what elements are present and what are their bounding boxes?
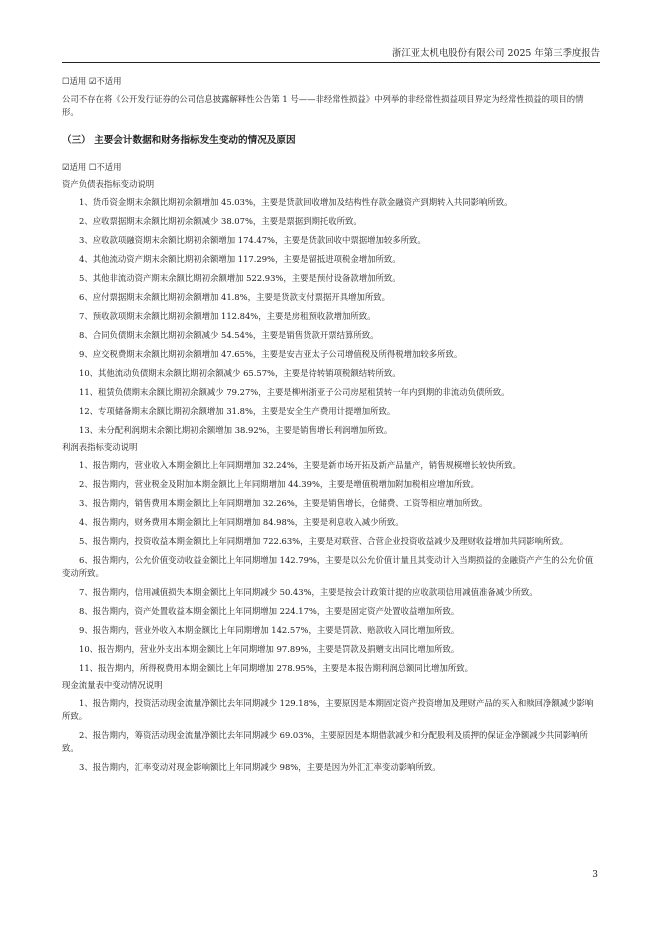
- balance-item: 3、应收款项融资期末余额比期初余额增加 174.47%，主要是货款回收中票据增加较多所致。: [79, 235, 426, 245]
- applicability-choice-2: ☑适用 ☐不适用: [62, 162, 122, 172]
- income-item: 8、报告期内，资产处置收益本期金额比上年同期增加 224.17%，主要是固定资产处置收益增加所致。: [79, 606, 460, 616]
- income-item: 3、报告期内，销售费用本期金额比上年同期增加 32.26%，主要是销售增长，仓储费、工资等相应增加所致。: [79, 498, 488, 508]
- page-content: [62, 75, 600, 774]
- balance-item: 1、货币资金期末余额比期初余额增加 45.03%，主要是货款回收增加及结构性存款金融资产到期转入共同影响所致。: [79, 197, 513, 207]
- page-header: 浙江亚太机电股份有限公司 2025 年第三季度报告: [62, 45, 600, 63]
- income-item: 2、报告期内，营业税金及附加本期金额比上年同期增加 44.39%，主要是增值税增加附加税相应增加所致。: [79, 479, 480, 489]
- nonrecurring-statement: 公司不存在将《公开发行证券的公司信息披露解释性公告第 1 号——非经常性损益》中列举的非经常性损益项目界定为经常性损益的项目的情形。: [62, 94, 584, 117]
- balance-item: 13、未分配利润期末余额比期初余额增加 38.92%，主要是销售增长利润增加所致。: [79, 425, 393, 435]
- balance-item: 8、合同负债期末余额比期初余额减少 54.54%，主要是销售货款开票结算所致。: [79, 330, 379, 340]
- income-item: 4、报告期内，财务费用本期金额比上年同期增加 84.98%，主要是利息收入减少所致。: [79, 517, 404, 527]
- income-item: 9、报告期内，营业外收入本期金额比上年同期增加 142.57%，主要是罚款、赔款收入同比增加所致。: [79, 625, 460, 635]
- balance-item: 7、预收款项期末余额比期初余额增加 112.84%，主要是房租预收款增加所致。: [79, 311, 376, 321]
- page-number: 3: [592, 870, 598, 880]
- cash-item: 3、报告期内，汇率变动对现金影响额比上年同期减少 98%，主要是因为外汇汇率变动影响所致。: [79, 762, 441, 772]
- balance-item: 5、其他非流动资产期末余额比期初余额增加 522.93%，主要是预付设备款增加所致。: [79, 273, 401, 283]
- balance-sheet-title: 资产负债表指标变动说明: [62, 179, 155, 189]
- income-item: 6、报告期内，公允价值变动收益金额比上年同期增加 142.79%，主要是以公允价值计量且其变动计入当期损益的金融资产产生的公允价值变动所致。: [62, 555, 594, 578]
- income-item: 10、报告期内，营业外支出本期金额比上年同期增加 97.89%，主要是罚款及捐赠支出同比增加所致。: [79, 644, 460, 654]
- section-heading-3: （三） 主要会计数据和财务指标发生变动的情况及原因: [62, 135, 296, 146]
- income-item: 1、报告期内，营业收入本期金额比上年同期增加 32.24%，主要是新市场开拓及新产品量产，销售规模增长较快所致。: [79, 460, 521, 470]
- balance-item: 12、专项储备期末余额比期初余额增加 31.8%，主要是安全生产费用计提增加所致。: [79, 406, 396, 416]
- cash-flow-title: 现金流量表中变动情况说明: [62, 680, 163, 690]
- applicability-choice-1: ☐适用 ☑不适用: [62, 76, 122, 86]
- balance-item: 6、应付票据期末余额比期初余额增加 41.8%，主要是货款支付票据开具增加所致。: [79, 292, 390, 302]
- income-item: 7、报告期内，信用减值损失本期金额比上年同期减少 50.43%，主要是按会计政策计提的应收款项信用减值准备减少所致。: [79, 587, 538, 597]
- balance-item: 2、应收票据期末余额比期初余额减少 38.07%，主要是票据到期托收所致。: [79, 216, 362, 226]
- balance-item: 9、应交税费期末余额比期初余额增加 47.65%，主要是安吉亚太子公司增值税及所得税增加较多所致。: [79, 349, 463, 359]
- balance-item: 4、其他流动资产期末余额比期初余额增加 117.29%，主要是留抵进项税金增加所致。: [79, 254, 401, 264]
- balance-item: 11、租赁负债期末余额比期初余额减少 79.27%，主要是柳州浙亚子公司房屋租赁转一年内到期的非流动负债所致。: [79, 387, 510, 397]
- balance-item: 10、其他流动负债期末余额比期初余额减少 65.57%，主要是待转销项税额结转所致。: [79, 368, 401, 378]
- income-item: 11、报告期内，所得税费用本期金额比上年同期增加 278.95%，主要是本报告期利润总额同比增加所致。: [79, 663, 473, 673]
- income-statement-title: 利润表指标变动说明: [62, 442, 138, 452]
- income-item: 5、报告期内，投资收益本期金额比上年同期增加 722.63%，主要是对联营、合营企业投资收益减少及理财收益增加共同影响所致。: [79, 536, 569, 546]
- cash-item: 1、报告期内，投资活动现金流量净额比去年同期减少 129.18%，主要原因是本期固定资产投资增加及理财产品的买入和赎回净额减少影响所致。: [62, 698, 594, 721]
- cash-item: 2、报告期内，筹资活动现金流量净额比去年同期减少 69.03%，主要原因是本期借款减少和分配股利及质押的保证金净额减少共同影响所致。: [62, 730, 588, 753]
